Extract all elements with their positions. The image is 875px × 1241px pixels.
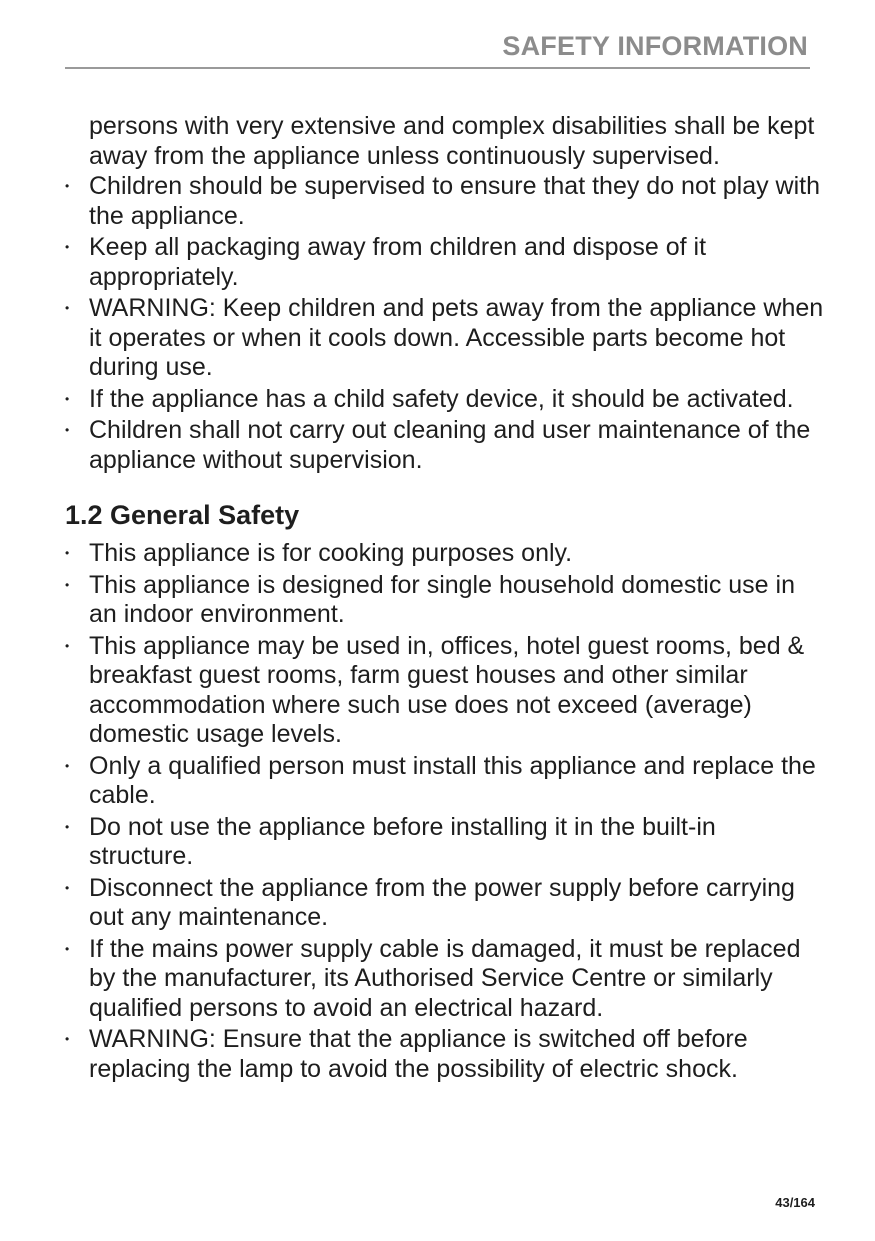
- list-item-text: This appliance is for cooking purposes only.: [89, 539, 573, 567]
- list-item: [65, 172, 825, 231]
- bullet-icon: •: [65, 240, 70, 254]
- list-item-text: If the appliance has a child safety device, it should be activated.: [89, 384, 794, 413]
- list-item-text: If the mains power supply cable is damaged, it must be replaced by the manufacturer, its Authorised Service Centre or similarly qualified persons to avoid an electrical hazard.: [89, 934, 801, 1022]
- bullet-icon: •: [65, 301, 70, 315]
- page-content: [65, 112, 825, 1086]
- list-item-text: Children shall not carry out cleaning and user maintenance of the appliance without supervision.: [89, 416, 811, 474]
- list-item: [65, 874, 825, 933]
- bullet-icon: •: [65, 880, 70, 895]
- list-item-text: Disconnect the appliance from the power supply before carrying out any maintenance.: [89, 873, 795, 931]
- list-item: [65, 416, 825, 475]
- general-safety-list: [65, 539, 825, 1084]
- list-item: [65, 1025, 825, 1084]
- list-item-text: WARNING: Keep children and pets away from the appliance when it operates or when it cools down. Accessible parts become hot during use.: [89, 294, 824, 381]
- bullet-icon: •: [65, 179, 70, 193]
- list-item-text: Do not use the appliance before installing it in the built-in structure.: [89, 812, 716, 870]
- intro-continuation-text: persons with very extensive and complex disabilities shall be kept away from the appliance unless continuously supervised.: [89, 112, 815, 170]
- list-item: [65, 233, 825, 292]
- bullet-icon: •: [65, 819, 70, 834]
- list-item-text: Children should be supervised to ensure that they do not play with the appliance.: [89, 172, 821, 230]
- list-item-text: This appliance is designed for single household domestic use in an indoor environment.: [89, 570, 795, 628]
- bullet-icon: •: [65, 941, 70, 956]
- list-item-text: Only a qualified person must install this appliance and replace the cable.: [89, 751, 816, 809]
- list-item: [65, 571, 825, 630]
- list-item-text: WARNING: Ensure that the appliance is switched off before replacing the lamp to avoid the possibility of electric shock.: [89, 1025, 748, 1083]
- bullet-icon: •: [65, 546, 70, 560]
- list-item: [65, 813, 825, 872]
- page-header-title: SAFETY INFORMATION: [502, 31, 808, 61]
- list-item-text: Keep all packaging away from children and dispose of it appropriately.: [89, 233, 707, 291]
- header-divider: [65, 67, 810, 69]
- list-item: [65, 752, 825, 811]
- list-item-text: This appliance may be used in, offices, hotel guest rooms, bed & breakfast guest rooms, farm guest houses and other similar accommodation where such use does not exceed (average) domestic usage levels.: [89, 631, 805, 748]
- list-item: [65, 632, 825, 750]
- bullet-icon: •: [65, 577, 70, 592]
- bullet-icon: •: [65, 758, 70, 773]
- list-item: [65, 539, 825, 569]
- list-item: [65, 294, 825, 383]
- bullet-icon: •: [65, 391, 70, 406]
- children-safety-list: [65, 172, 825, 475]
- section-title-general-safety: 1.2 General Safety: [65, 500, 300, 530]
- page-number: 43/164: [775, 1195, 815, 1210]
- list-item: [65, 935, 825, 1024]
- list-item: [65, 385, 825, 415]
- bullet-icon: •: [65, 1032, 70, 1046]
- bullet-icon: •: [65, 638, 70, 653]
- bullet-icon: •: [65, 423, 70, 437]
